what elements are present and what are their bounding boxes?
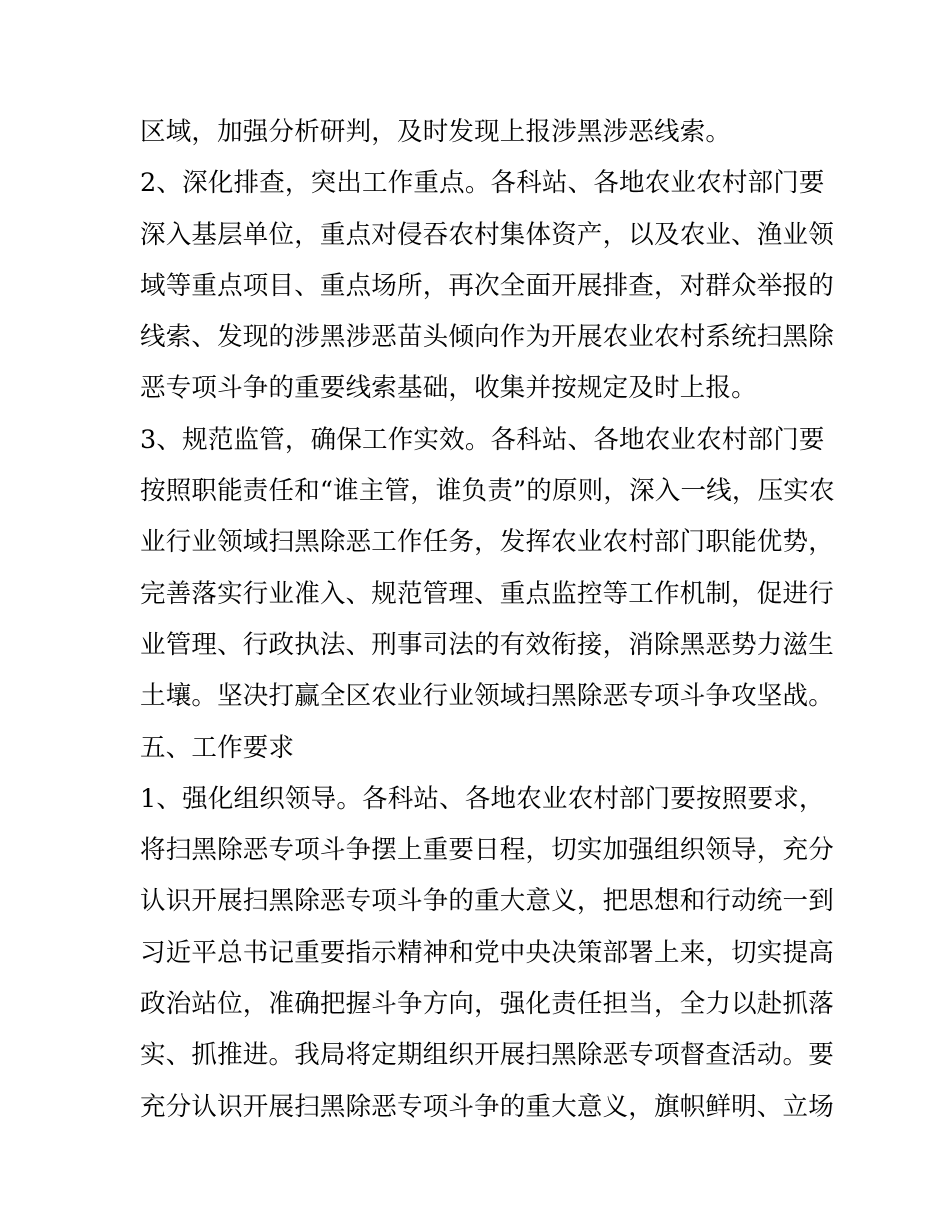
- text-line: 充分认识开展扫黑除恶专项斗争的重大意义，旗帜鲜明、立场: [140, 1091, 834, 1122]
- text-line: 业管理、行政执法、刑事司法的有效衔接，消除黑恶势力滋生: [140, 629, 834, 660]
- text-line: 恶专项斗争的重要线索基础，收集并按规定及时上报。: [140, 373, 757, 404]
- text-line: 完善落实行业准入、规范管理、重点监控等工作机制，促进行: [140, 578, 834, 609]
- section-heading: 五、工作要求: [140, 732, 295, 763]
- text-line: 1、强化组织领导。各科站、各地农业农村部门要按照要求，: [140, 783, 825, 814]
- text-line: 将扫黑除恶专项斗争摆上重要日程，切实加强组织领导，充分: [140, 835, 834, 866]
- text-line: 按照职能责任和“谁主管，谁负责”的原则，深入一线，压实农: [140, 476, 835, 507]
- text-line: 业行业领域扫黑除恶工作任务，发挥农业农村部门职能优势，: [140, 527, 834, 558]
- text-line: 政治站位，准确把握斗争方向，强化责任担当，全力以赴抓落: [140, 989, 834, 1020]
- text-line: 3、规范监管，确保工作实效。各科站、各地农业农村部门要: [140, 424, 825, 455]
- text-line: 区域，加强分析研判，及时发现上报涉黑涉恶线索。: [140, 117, 732, 147]
- text-line: 习近平总书记重要指示精神和党中央决策部署上来，切实提高: [140, 937, 834, 968]
- document-body: [140, 107, 835, 1133]
- text-line: 认识开展扫黑除恶专项斗争的重大意义，把思想和行动统一到: [140, 886, 834, 917]
- text-line: 深入基层单位，重点对侵吞农村集体资产，以及农业、渔业领: [140, 219, 834, 250]
- text-line: 线索、发现的涉黑涉恶苗头倾向作为开展农业农村系统扫黑除: [140, 322, 834, 353]
- text-line: 2、深化排查，突出工作重点。各科站、各地农业农村部门要: [140, 168, 825, 199]
- text-line: 实、抓推进。我局将定期组织开展扫黑除恶专项督查活动。要: [140, 1040, 834, 1071]
- text-line: 土壤。坚决打赢全区农业行业领域扫黑除恶专项斗争攻坚战。: [140, 681, 834, 712]
- text-line: 域等重点项目、重点场所，再次全面开展排查，对群众举报的: [140, 270, 834, 301]
